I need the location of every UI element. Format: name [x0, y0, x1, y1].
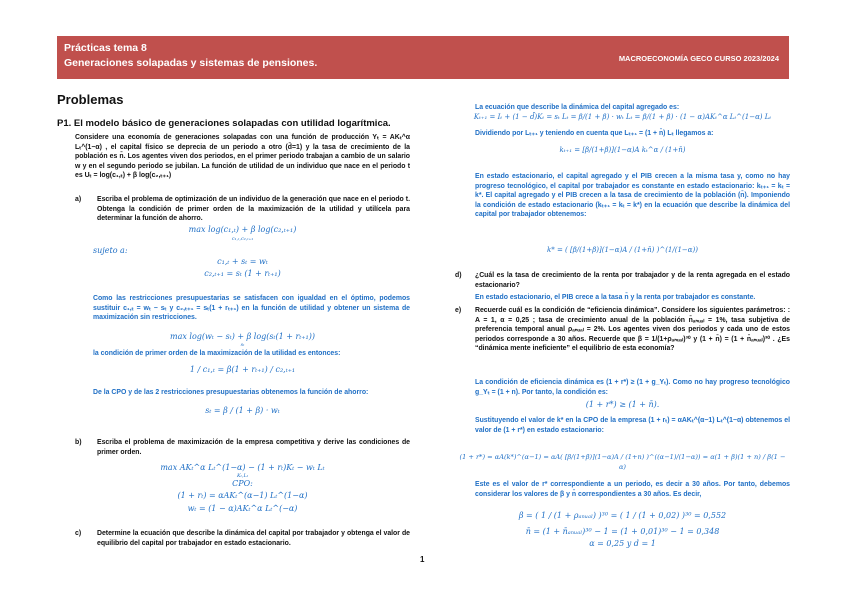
item-a-question: Escriba el problema de optimización de un individuo de la generación que nace en el periodo t. Obtenga la condición de primer orden de la maximización de la utilidad y utilícela para determinar la función de ahorro. [97, 196, 410, 223]
section-title: Problemas [57, 92, 124, 107]
problem-intro: Considere una economía de generaciones solapadas con una función de producción Yₜ = AKₜ^α Lₜ^(1−α) , el capital físico se deprecia de un periodo a otro (d̄=1) y la tasa de crecimiento de la población es n̄. Los agentes viven dos periodos, en el primer periodo trabajan a cambio de un salario w y en el segundo periodo se jubilan. La función de utilidad de un individuo que nace en el periodo t es Uₜ = log(c₁,ₜ) + β log(c₂,ₜ₊₁) [75, 134, 410, 180]
e-substitution-text: Sustituyendo el valor de k* en la CPO de la empresa (1 + rₜ) = αAKₜ^(α−1) Lₜ^(1−α) obtenemos el valor de (1 + r*) en estado estacionario: [475, 417, 790, 434]
item-c-label: c) [75, 530, 82, 537]
per-worker-capital-equation: kₜ₊₁ = [β/(1+β)](1−α)A kₜ^α / (1+n̄) [559, 146, 686, 154]
a-foc: 1 / c₁,ₜ = β(1 + rₜ₊₁) / c₂,ₜ₊₁ [189, 365, 296, 374]
e-interest-rate-equation: (1 + r*) = αA(k*)^(α−1) = αA( [β/(1+β)](1−α)A / (1+n) )^((α−1)/(1−α)) = α(1 + β)(1 + n) / β(1 − α) [459, 453, 786, 471]
right-dividing-text: Dividiendo por Lₜ₊₁ y teniendo en cuenta que Lₜ₊₁ = (1 + n̄) Lₜ llegamos a: [475, 130, 714, 137]
page-number: 1 [420, 555, 425, 564]
left-column [75, 133, 410, 553]
e-efficiency-condition: La condición de eficiencia dinámica es (1 + r*) ≥ (1 + g_Yₜ). Como no hay progreso tecnológico g_Yₜ = (1 + n). Por tanto, la condición es: [475, 379, 790, 396]
a-objective: max log(c₁,ₜ) + β log(c₂,ₜ₊₁) [188, 225, 297, 234]
problem-label: P1. [57, 118, 72, 129]
aggregate-capital-equation: Kₜ₊₁ = Iₜ + (1 − d̄)Kₜ = sₜ Lₜ = β/(1 + β) · wₜ Lₜ = β/(1 + β) · (1 − α)AKₜ^α Lₜ^(1−α) Lₜ [473, 113, 772, 121]
e-condition-inequality: (1 + r*) ≥ (1 + n̄). [585, 400, 660, 409]
item-e-question: Recuerde cuál es la condición de “eficiencia dinámica”. Considere los siguientes parámetros: : A = 1, α = 0,25 ; tasa de crecimiento anual de la población n̄ₐₙᵤₐₗ = 1%, tasa subjetiva de preferencia temporal anual ρₐₙᵤₐₗ = 2%. Los agentes viven dos periodos y cada uno de estos periodos corresponde a 30 años. Recuerde que β = 1/(1+ρₐₙᵤₐₗ)³⁰ y (1 + n̄) = (1 + n̄ₐₙᵤₐₗ)³⁰ . ¿Es “dinámica mente ineficiente” el equilibrio de esta economía? [475, 307, 790, 353]
steady-state-text: En estado estacionario, el capital agregado y el PIB crecen a la misma tasa y, como no hay progreso tecnológico, el capital por trabajador es constante en estado estacionario: kₜ₊₁ = kₜ = k*. El capital agregado y el PIB crecen a la tasa de crecimiento de la población (n̄). Imponiendo la condición de estado estacionario (kₜ₊₁ = kₜ = k*) en la ecuación que describe la dinámica del capital por trabajador obtenemos: [475, 173, 790, 219]
e-alpha-d-values: α = 0,25 y d = 1 [589, 539, 656, 548]
item-c-question: Determine la ecuación que describe la dinámica del capital por trabajador y obtenga el valor de equilibrio del capital por trabajador en estado estacionario. [97, 530, 410, 547]
item-d-label: d) [455, 272, 462, 279]
a-answer-3: De la CPO y de las 2 restricciones presupuestarias obtenemos la función de ahorro: [93, 389, 369, 396]
problem-title: El modelo básico de generaciones solapadas con utilidad logarítmica. [73, 118, 391, 129]
item-a-label: a) [75, 196, 82, 203]
a-answer-2: la condición de primer orden de la maximización de la utilidad es entonces: [93, 350, 341, 357]
b-cpo-capital: (1 + rₜ) = αAKₜ^(α−1) Lₜ^(1−α) [177, 491, 308, 500]
problem-heading [57, 118, 391, 129]
right-column [455, 103, 790, 553]
b-cpo-labor: wₜ = (1 − α)AKₜ^α Lₜ^(−α) [187, 504, 298, 513]
a-unconstrained: max log(wₜ − sₜ) + β log(sₜ(1 + rₜ₊₁)) [170, 332, 315, 341]
item-d-question: ¿Cuál es la tasa de crecimiento de la renta por trabajador y de la renta agregada en el estado estacionario? [475, 272, 790, 289]
a-unconstrained-sub: sₜ [240, 342, 245, 348]
a-answer-1: Como las restricciones presupuestarias se satisfacen con igualdad en el óptimo, podemos sustituir c₁,ₜ = wₜ − sₜ y c₂,ₜ₊₁ = sₜ(1 + rₜ₊₁) en la función de utilidad y obtener un sistema de maximización sin restricciones. [93, 295, 410, 322]
a-savings-function: sₜ = β / (1 + β) · wₜ [205, 406, 280, 415]
a-constraint-2: c₂,ₜ₊₁ = sₜ (1 + rₜ₊₁) [204, 269, 281, 278]
item-e-label: e) [455, 307, 462, 314]
item-d-answer: En estado estacionario, el PIB crece a la tasa n̄ y la renta por trabajador es constante. [475, 294, 756, 301]
right-capital-dynamics-intro: La ecuación que describe la dinámica del capital agregado es: [475, 104, 680, 111]
steady-state-capital: k* = ( [β/(1+β)](1−α)A / (1+n̄) )^(1/(1−α)) [547, 246, 698, 254]
b-objective: max AKₜ^α Lₜ^(1−α) − (1 + rₜ)Kₜ − wₜ Lₜ [160, 463, 325, 472]
a-subject-to: sujeto a: [93, 246, 128, 255]
a-constraint-1: c₁,ₜ + sₜ = wₜ [217, 257, 268, 266]
b-cpo-label: CPO: [232, 479, 253, 488]
e-period-text: Este es el valor de r* correspondiente a un periodo, es decir a 30 años. Por tanto, debemos considerar los valores de β y n̄ correspondientes a 30 años. Es decir, [475, 481, 790, 498]
e-n-value: n̄ = (1 + n̄ₐₙᵤₐₗ)³⁰ − 1 = (1 + 0,01)³⁰ − 1 = 0,348 [525, 527, 720, 536]
e-beta-value: β = ( 1 / (1 + ρₐₙᵤₐₗ) )³⁰ = ( 1 / (1 + 0,02) )³⁰ = 0,552 [518, 511, 727, 520]
b-objective-sub: Kₜ,Lₜ [236, 473, 249, 479]
item-b-question: Escriba el problema de maximización de la empresa competitiva y derive las condiciones de primer orden. [97, 439, 410, 456]
header-course: MACROECONOMÍA GECO CURSO 2023/2024 [618, 54, 779, 63]
header-title: Prácticas tema 8 [64, 42, 147, 54]
header-banner [57, 36, 789, 79]
item-b-label: b) [75, 439, 82, 446]
header-subtitle: Generaciones solapadas y sistemas de pensiones. [64, 57, 318, 69]
a-objective-sub: c₁,ₜ,c₂,ₜ₊₁ [231, 236, 254, 242]
